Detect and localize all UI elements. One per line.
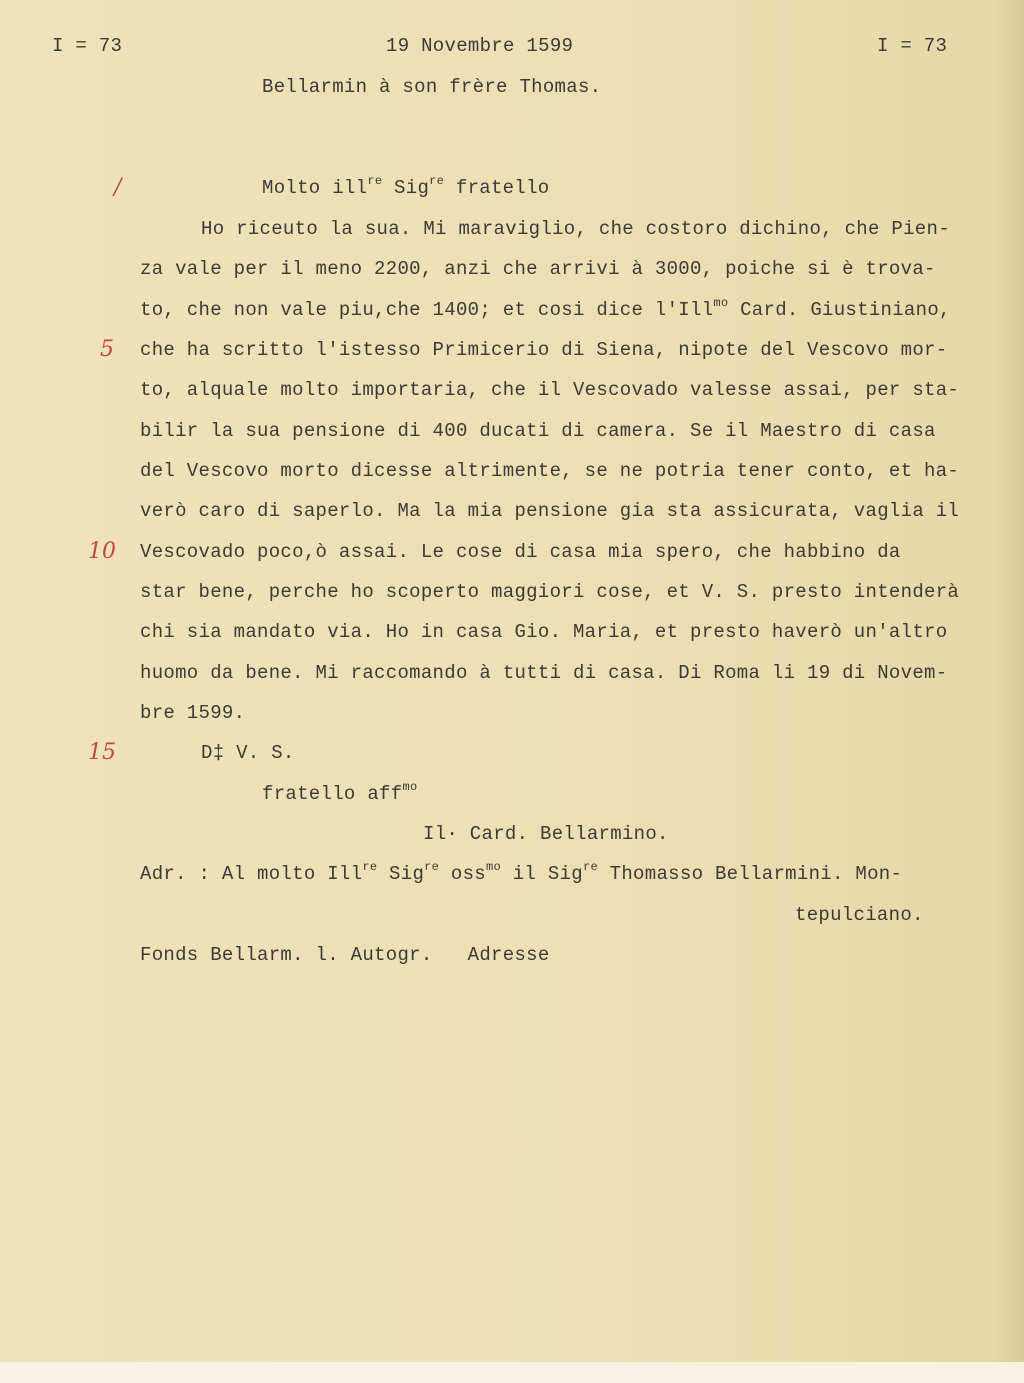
- salutation-part: fratello: [444, 177, 550, 199]
- body-line: star bene, perche ho scoperto maggiori cose, et V. S. presto intenderà: [140, 581, 960, 603]
- body-line: Ho riceuto la sua. Mi maraviglio, che costoro dichino, che Pien-: [201, 218, 950, 240]
- superscript: mo: [713, 296, 729, 310]
- closing-part: fratello aff: [262, 783, 403, 805]
- body-line: huomo da bene. Mi raccomando à tutti di casa. Di Roma li 19 di Novem-: [140, 662, 948, 684]
- body-line-part: Card. Giustiniano,: [728, 299, 951, 321]
- address-continuation: tepulciano.: [795, 904, 924, 926]
- address-part: Adr. : Al molto Ill: [140, 863, 363, 885]
- header-right-ref: I = 73: [877, 35, 948, 57]
- body-line: verò caro di saperlo. Ma la mia pensione gia sta assicurata, vaglia il: [140, 500, 960, 522]
- margin-mark-1: /: [114, 175, 122, 200]
- superscript: re: [429, 174, 445, 188]
- body-line: bre 1599.: [140, 702, 246, 724]
- body-line: Vescovado poco,ò assai. Le cose di casa mia spero, che habbino da: [140, 541, 901, 563]
- address-line: [140, 862, 902, 888]
- superscript: mo: [402, 780, 418, 794]
- body-line: to, alquale molto importaria, che il Vescovado valesse assai, per sta-: [140, 379, 960, 401]
- address-part: il Sig: [501, 863, 583, 885]
- address-part: oss: [439, 863, 486, 885]
- superscript: re: [424, 860, 440, 874]
- closing-fratello: [262, 782, 417, 808]
- margin-mark-10: 10: [88, 539, 116, 564]
- salutation: [262, 176, 550, 202]
- body-line: za vale per il meno 2200, anzi che arrivi à 3000, poiche si è trova-: [140, 258, 936, 280]
- superscript: re: [362, 860, 378, 874]
- page-edge-shadow: [994, 0, 1024, 1383]
- body-line: chi sia mandato via. Ho in casa Gio. Maria, et presto haverò un'altro: [140, 621, 948, 643]
- signature: Il· Card. Bellarmino.: [423, 823, 669, 845]
- document-subtitle: Bellarmin à son frère Thomas.: [262, 76, 602, 98]
- salutation-part: Molto ill: [262, 177, 368, 199]
- body-line: [140, 298, 951, 324]
- closing-dv: D‡ V. S.: [201, 742, 295, 764]
- page-bottom-edge: [0, 1362, 1024, 1383]
- superscript: re: [582, 860, 598, 874]
- salutation-part: Sig: [382, 177, 430, 199]
- body-line: del Vescovo morto dicesse altrimente, se ne potria tener conto, et ha-: [140, 460, 960, 482]
- header-date: 19 Novembre 1599: [386, 35, 574, 57]
- margin-mark-5: 5: [100, 337, 114, 362]
- superscript: re: [367, 174, 383, 188]
- superscript: mo: [486, 860, 502, 874]
- address-part: Sig: [377, 863, 425, 885]
- body-line-part: to, che non vale piu,che 1400; et cosi dice l'Ill: [140, 299, 714, 321]
- body-line: che ha scritto l'istesso Primicerio di Siena, nipote del Vescovo mor-: [140, 339, 948, 361]
- header-left-ref: I = 73: [52, 35, 123, 57]
- source-line: Fonds Bellarm. l. Autogr. Adresse: [140, 944, 550, 966]
- margin-mark-15: 15: [88, 740, 116, 765]
- body-line: bilir la sua pensione di 400 ducati di camera. Se il Maestro di casa: [140, 420, 936, 442]
- address-part: Thomasso Bellarmini. Mon-: [597, 863, 903, 885]
